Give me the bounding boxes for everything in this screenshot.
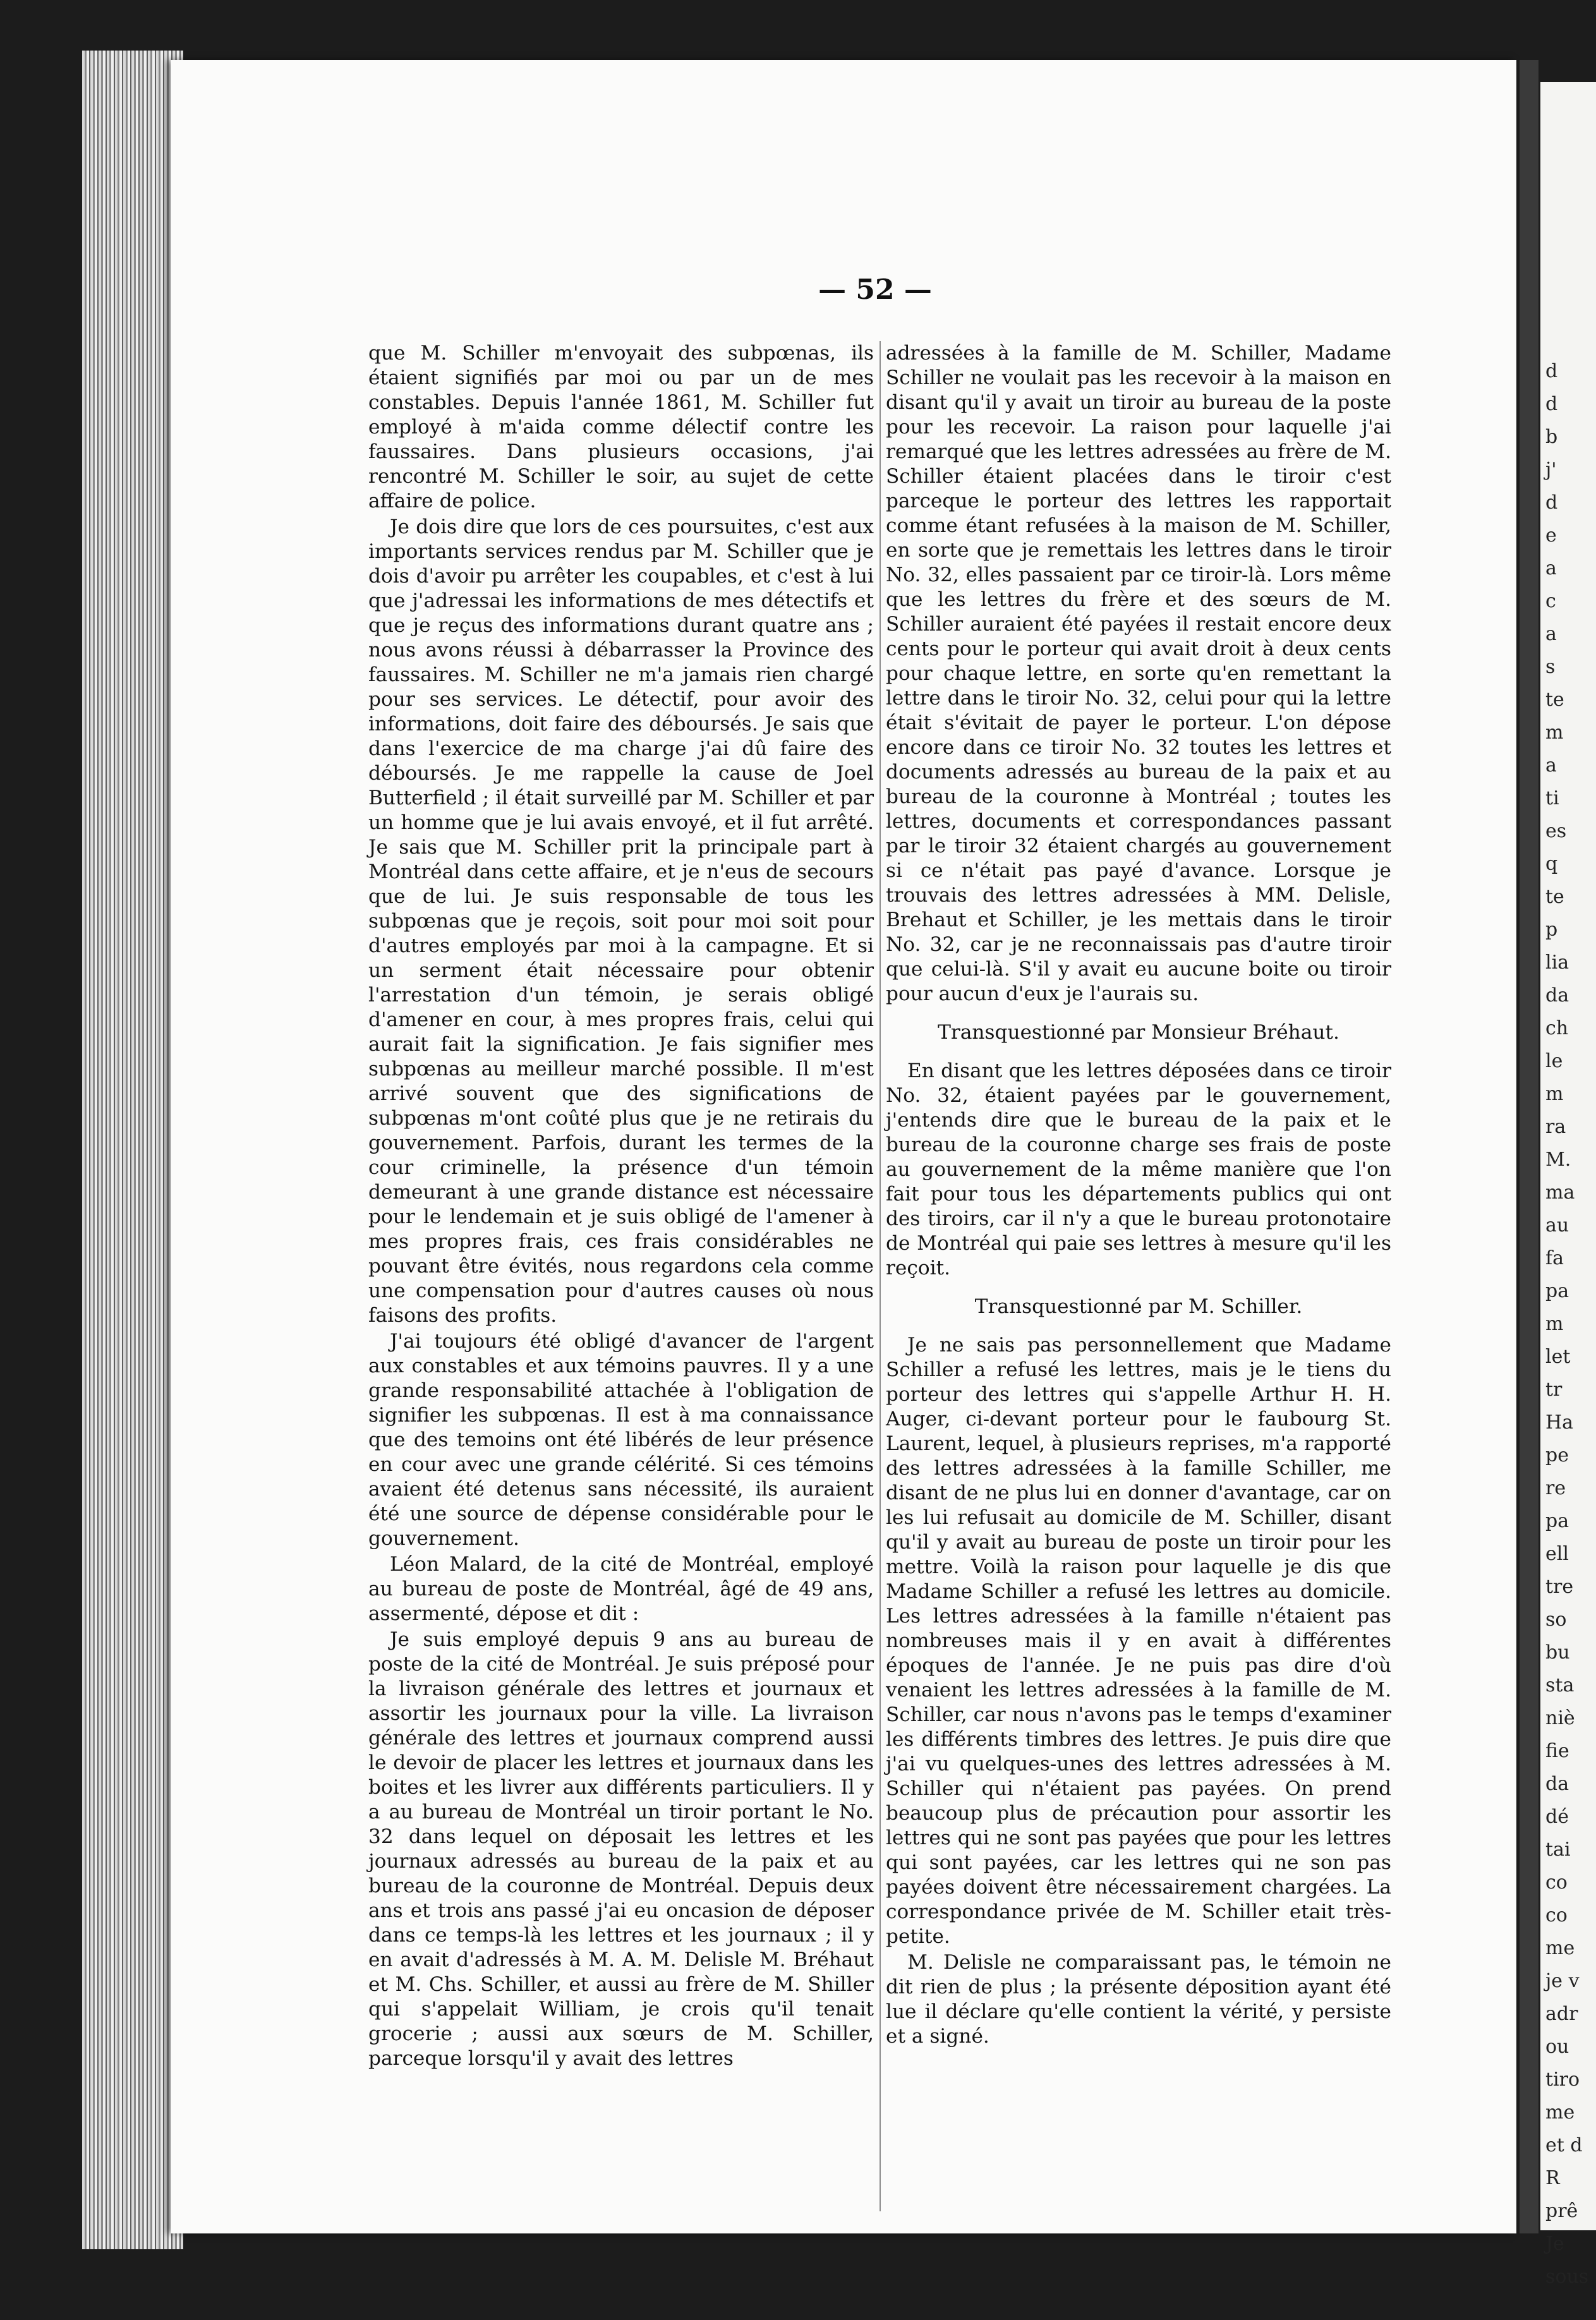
next-page-fragment: prê xyxy=(1545,2200,1578,2222)
next-page-fragment: niè xyxy=(1545,1707,1575,1729)
next-page-fragment: ch xyxy=(1545,1017,1569,1039)
next-page-fragment: pe xyxy=(1545,1444,1569,1466)
next-page-fragment: m xyxy=(1545,1083,1564,1105)
page-number: — 52 — xyxy=(818,274,932,306)
next-page-fragment: te xyxy=(1545,886,1564,908)
next-page-fragment: adr xyxy=(1545,2003,1578,2025)
next-page-fragment: a xyxy=(1545,754,1557,776)
next-page-fragment: ma xyxy=(1545,1181,1575,1204)
next-page-fragment: lia xyxy=(1545,952,1569,974)
next-page-fragment: ra xyxy=(1545,1116,1566,1138)
next-page-fragment: s xyxy=(1545,656,1556,678)
next-page-fragment: da xyxy=(1545,984,1569,1006)
paragraph: Transquestionné par Monsieur Bréhaut. xyxy=(938,1021,1339,1044)
next-page-fragment: e xyxy=(1545,524,1557,547)
next-page-fragment: tr xyxy=(1545,1379,1563,1401)
paragraph: Transquestionné par M. Schiller. xyxy=(974,1295,1303,1318)
paragraph: J'ai toujours été obligé d'avancer de l'argent aux constables et aux témoins pauvres. Il y a une grande responsabilité attachée à l'obligation de signifier les subpœnas. Il est à ma connaissance que des temoins ont été libérés de leur présence en cour avec une grande célérité. Si ces témoins avaient été detenus sans nécessité, ils auraient été une source de dépense considérable pour le gouvernement. xyxy=(368,1330,874,1550)
next-page-fragment: so xyxy=(1545,1609,1567,1631)
next-page-fragment: dé xyxy=(1545,1806,1569,1828)
paragraph: que M. Schiller m'envoyait des subpœnas, ils étaient signifiés par moi ou par un de mes constables. Depuis l'année 1861, M. Schiller fut employé à m'aida comme délectif contre les faussaires. Dans plusieurs occasions, j'ai rencontré M. Schiller le soir, au sujet de cette affaire de police. xyxy=(368,342,874,512)
next-page-fragment: et d xyxy=(1545,2134,1583,2156)
next-page-fragment: co xyxy=(1545,1904,1568,1926)
next-page-fragment: au xyxy=(1545,1214,1569,1236)
next-page-fragment: ti xyxy=(1545,787,1559,809)
next-page-fragment: tiro xyxy=(1545,2069,1580,2091)
next-page-fragment: Ha xyxy=(1545,1411,1574,1434)
next-page-fragment: fa xyxy=(1545,1247,1564,1269)
next-page-fragment: me xyxy=(1545,2101,1575,2124)
next-page-fragment: d xyxy=(1545,393,1558,415)
next-page-fragment: m xyxy=(1545,1313,1564,1335)
next-page-fragment: q xyxy=(1545,853,1558,875)
next-page-fragment: R xyxy=(1545,2167,1560,2189)
next-page-fragment: bu xyxy=(1545,1641,1570,1664)
next-page-fragment: d xyxy=(1545,492,1558,514)
next-page-fragment: c xyxy=(1545,590,1556,612)
next-page-fragment: Je xyxy=(1545,2233,1564,2255)
paragraph: Léon Malard, de la cité de Montréal, employé au bureau de poste de Montréal, âgé de 49 ans, assermenté, dépose et dit : xyxy=(368,1553,874,1625)
left-column xyxy=(368,341,874,2072)
next-page-fragment: ell xyxy=(1545,1543,1569,1565)
paragraph: Je ne sais pas personnellement que Madame Schiller a refusé les lettres, mais je le tiens du porteur des lettres qui s'appelle Arthur H. H. Auger, ci-devant porteur pour le faubourg St. Laurent, lequel, à plusieurs reprises, m'a rapporté des lettres adressées à la famille Schiller, me disant de ne plus lui en donner d'avantage, car on les lui refusait au domicile de M. Schiller, disant qu'il y avait au bureau de poste un tiroir pour les mettre. Voilà la raison pour laquelle je dis que Madame Schiller a refusé les lettres au domicile. Les lettres adressées à la famille n'étaient pas nombreuses mais il y en avait à différentes époques de l'année. Je ne puis pas dire d'où venaient les lettres adressées à la famille de M. Schiller, car nous n'avons pas le temps d'examiner les différents timbres des lettres. Je puis dire que j'ai vu quelques-unes des lettres adressées à M. Schiller qui n'étaient pas payées. On prend beaucoup plus de précaution pour assortir les lettres qui ne sont pas payées que pour les lettres qui sont payées, car les lettres qui ne son pas payées doivent être nécessairement chargées. La correspondance privée de M. Schiller etait très-petite. xyxy=(886,1334,1391,1948)
next-page-fragment: je v xyxy=(1545,1970,1580,1992)
next-page-fragment: d xyxy=(1545,360,1558,382)
next-page-fragment: p xyxy=(1545,919,1558,941)
paragraph: En disant que les lettres déposées dans ce tiroir No. 32, étaient payées par le gouvernement, j'entends dire que le bureau de la paix et le bureau de la couronne charge ses frais de poste au gouvernement de la même manière que l'on fait pour tous les départements publics qui ont des tiroirs, car il n'y a que le bureau protonotaire de Montréal qui paie ses lettres à mesure qu'il les reçoit. xyxy=(886,1060,1391,1279)
column-divider xyxy=(880,341,881,2211)
next-page-fragment: a xyxy=(1545,623,1557,645)
next-page-fragment: ou xyxy=(1545,2036,1569,2058)
next-page-fragment: sta xyxy=(1545,1674,1575,1696)
next-page-fragment: m xyxy=(1545,722,1564,744)
next-page-fragment: pa xyxy=(1545,1510,1569,1532)
next-page-fragment: a xyxy=(1545,557,1557,579)
next-page-fragment: me xyxy=(1545,1937,1575,1959)
next-page-fragment: let xyxy=(1545,1346,1571,1368)
paragraph: adressées à la famille de M. Schiller, Madame Schiller ne voulait pas les recevoir à la maison en disant qu'il y avait un tiroir au bureau de la poste pour les recevoir. La raison pour laquelle j'ai remarqué que les lettres adressées au frère de M. Schiller étaient placées dans le tiroir c'est parceque le porteur des lettres les rapportait comme étant refusées à la maison de M. Schiller, en sorte que je remettais les lettres dans le tiroir No. 32, elles passaient par ce tiroir-là. Lors même que les lettres du frère et des sœurs de M. Schiller auraient été payées il restait encore deux cents pour le porteur qui avait droit à deux cents pour chaque lettre, en sorte qu'en remettant la lettre dans le tiroir No. 32, celui pour qui la lettre était s'évitait de payer le porteur. L'on dépose encore dans ce tiroir No. 32 toutes les lettres et documents adressés au bureau de la paix et au bureau de la couronne à Montréal ; toutes les lettres, documents et correspondances passant par le tiroir 32 étaient chargés au gouvernement si ce n'était pas payé d'avance. Lorsque je trouvais des lettres adressées à MM. Delisle, Brehaut et Schiller, je les mettais dans le tiroir No. 32, car je ne reconnaissais pas d'autre tiroir que celui-là. S'il y avait eu aucune boite ou tiroir pour aucun d'eux je l'aurais su. xyxy=(886,342,1391,1005)
next-page-fragment: j' xyxy=(1545,459,1557,481)
next-page-fragment: co xyxy=(1545,1871,1568,1894)
next-page-fragment: le xyxy=(1545,1050,1563,1072)
next-page-fragment: tai xyxy=(1545,1839,1571,1861)
next-page-fragment: fie xyxy=(1545,1740,1569,1762)
book-gutter xyxy=(1520,60,1539,2233)
book-page-edges xyxy=(82,51,183,2249)
next-page-fragment: da xyxy=(1545,1773,1569,1795)
next-page-fragment: b xyxy=(1545,426,1558,448)
next-page-fragment: sous xyxy=(1545,2266,1589,2288)
paragraph: M. Delisle ne comparaissant pas, le témoin ne dit rien de plus ; la présente déposition ayant été lue il déclare qu'elle contient la vérité, y persiste et a signé. xyxy=(886,1951,1391,2048)
paragraph: Je suis employé depuis 9 ans au bureau de poste de la cité de Montréal. Je suis préposé pour la livraison générale des lettres et journaux et assortir les journaux pour la ville. La livraison générale des lettres et journaux comprend aussi le devoir de placer les lettres et journaux dans les boites et les livrer aux différents particuliers. Il y a au bureau de Montréal un tiroir portant le No. 32 dans lequel on déposait les lettres et les journaux adressés au bureau de la paix et au bureau de la couronne de Montréal. Depuis deux ans et trois ans passé j'ai eu oncasion de déposer dans ce temps-là les lettres et les journaux ; il y en avait d'adressés à M. A. M. Delisle M. Bréhaut et M. Chs. Schiller, et aussi au frère de M. Shiller qui s'appelait William, je crois qu'il tenait grocerie ; aussi aux sœurs de M. Schiller, parceque lorsqu'il y avait des lettres xyxy=(368,1628,874,2070)
paragraph: Je dois dire que lors de ces poursuites, c'est aux importants services rendus par M. Schiller que je dois d'avoir pu arrêter les coupables, et c'est à lui que j'adressai les informations de mes détectifs et que je reçus des informations durant quatre ans ; nous avons réussi à débarrasser la Province des faussaires. M. Schiller ne m'a jamais rien chargé pour ses services. Le détectif, pour avoir des informations, doit faire des déboursés. Je sais que dans l'exercice de ma charge j'ai dû faire des déboursés. Je me rappelle la cause de Joel Butterfield ; il était surveillé par M. Schiller et par un homme que je lui avais envoyé, et il fut arrêté. Je sais que M. Schiller prit la principale part à Montréal dans cette affaire, et je n'eus de secours que de lui. Je suis responsable de tous les subpœnas que je reçois, soit pour moi soit pour d'autres employés par moi à la campagne. Et si un serment était nécessaire pour obtenir l'arrestation d'un témoin, je serais obligé d'amener en cour, à mes propres frais, celui qui aurait fait la signification. Je fais signifier mes subpœnas au meilleur marché possible. Il m'est arrivé souvent que des significations de subpœnas m'ont coûté plus que je ne retirais du gouvernement. Parfois, durant les termes de la cour criminelle, la présence d'un témoin demeurant à une grande distance est nécessaire pour le lendemain et je suis obligé de l'amener à mes propres frais, ces frais considérables ne pouvant être évités, nous regardons cela comme une compensation pour d'autres causes où nous faisons des profits. xyxy=(368,516,874,1327)
right-column xyxy=(886,341,1391,2050)
next-page-fragment: pa xyxy=(1545,1280,1569,1302)
next-page-fragment: es xyxy=(1545,820,1567,842)
next-page-fragment: tre xyxy=(1545,1576,1574,1598)
next-page-fragment: M. xyxy=(1545,1149,1571,1171)
next-page-fragment: re xyxy=(1545,1477,1566,1499)
next-page-fragment: te xyxy=(1545,689,1564,711)
next-page-strip xyxy=(1540,82,1596,2288)
